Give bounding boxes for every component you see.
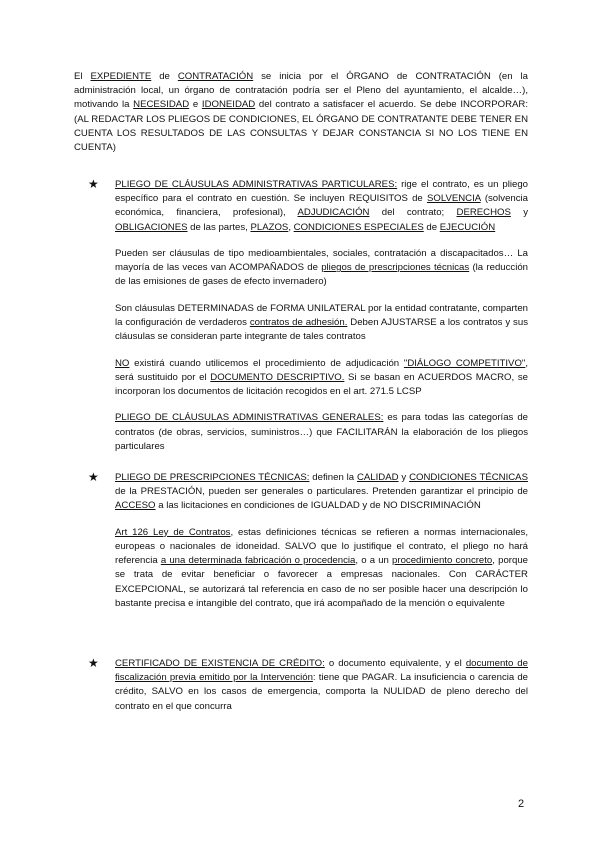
- paragraph: Pueden ser cláusulas de tipo medioambientales, sociales, contratación a discapacitados… La mayoría de las veces van ACOMPAÑADOS de pliegos de prescripciones técnicas (la reducción de las emisiones de gases de efecto invernadero): [115, 248, 529, 288]
- paragraph: PLIEGO DE PRESCRIPCIONES TÉCNICAS: definen la CALIDAD y CONDICIONES TÉCNICAS de la PRESTACIÓN, pueden ser generales o particulares. Pretenden garantizar el principio de ACCESO a las licitaciones en condiciones de IGUALDAD y de NO DISCRIMINACIÓN: [115, 472, 528, 512]
- paragraph: CERTIFICADO DE EXISTENCIA DE CRÉDITO: o documento equivalente, y el documento de fiscalización previa emitido por la Intervención: tiene que PAGAR. La insuficiencia o carencia de crédito, SALVO en los casos de emergencia, comporta la NULIDAD de pleno derecho del contrato en el que concurra: [115, 658, 529, 712]
- heading-certificado: CERTIFICADO DE EXISTENCIA DE CRÉDITO:: [115, 658, 325, 669]
- paragraph: PLIEGO DE CLÁUSULAS ADMINISTRATIVAS PARTICULARES: rige el contrato, es un pliego específico para el contrato en cuestión. Se incluyen REQUISITOS de SOLVENCIA (solvencia económica, financiera, profesional), ADJUDICACIÓN del contrato; DERECHOS y OBLIGACIONES de las partes, PLAZOS, CONDICIONES ESPECIALES de EJECUCIÓN: [115, 179, 529, 233]
- term-contratacion: CONTRATACIÓN: [177, 71, 254, 82]
- star-bullet-icon: ★: [88, 470, 99, 484]
- paragraph: PLIEGO DE CLÁUSULAS ADMINISTRATIVAS GENERALES: es para todas las categorías de contratos (de obras, servicios, suministros…) que FACILITARÁN la elaboración de los pliegos particulares: [115, 412, 529, 452]
- heading-ppt: PLIEGO DE PRESCRIPCIONES TÉCNICAS:: [115, 472, 310, 483]
- term-expediente: EXPEDIENTE: [90, 71, 152, 82]
- intro-paragraph: El EXPEDIENTE de CONTRATACIÓN se inicia por el ÓRGANO de CONTRATACIÓN (en la administración local, un órgano de contratación podría ser el Pleno del ayuntamiento, el alcalde…), motivando la NECESIDAD e IDONEIDAD del contrato a satisfacer el acuerdo. Se debe INCORPORAR: (AL REDACTAR LOS PLIEGOS DE CONDICIONES, EL ÓRGANO DE CONTRATANTE DEBE TENER EN CUENTA LOS RESULTADOS DE LAS CONSULTAS Y DEJAR CONSTANCIA SI NO LOS TIENE EN CUENTA): [74, 71, 529, 154]
- page-number: 2: [518, 798, 525, 810]
- section-prescripciones-tecnicas: [88, 470, 528, 611]
- term-idoneidad: IDONEIDAD: [201, 99, 256, 111]
- star-bullet-icon: ★: [88, 177, 99, 191]
- heading-pcag: PLIEGO DE CLÁUSULAS ADMINISTRATIVAS GENERALES:: [115, 412, 384, 424]
- section-certificado-credito: [88, 656, 529, 714]
- paragraph: Art 126 Ley de Contratos, estas definiciones técnicas se refieren a normas internacionales, europeas o nacionales de idoneidad. SALVO que lo justifique el contrato, el pliego no hará referencia a una determinada fabricación o procedencia, o a un procedimiento concreto, porque se trata de evitar beneficiar o favorecer a empresas nacionales. Con CARÁCTER EXCEPCIONAL, se autorizará tal referencia en caso de no ser posible hacer una descripción lo bastante precisa e intangible del contrato, que irá acompañado de la mención o equivalente: [115, 526, 528, 609]
- term-necesidad: NECESIDAD: [133, 99, 190, 111]
- star-bullet-icon: ★: [88, 656, 99, 670]
- paragraph: NO existirá cuando utilicemos el procedimiento de adjudicación "DIÁLOGO COMPETITIVO", será sustituido por el DOCUMENTO DESCRIPTIVO. Si se basan en ACUERDOS MACRO, se incorporan los documentos de licitación recogidos en el art. 271.5 LCSP: [115, 357, 528, 397]
- heading-pcap: PLIEGO DE CLÁUSULAS ADMINISTRATIVAS PARTICULARES:: [115, 179, 398, 190]
- paragraph: Son cláusulas DETERMINADAS de FORMA UNILATERAL por la entidad contratante, comparten la configuración de verdaderos contratos de adhesión. Deben AJUSTARSE a los contratos y sus cláusulas se consideran parte integrante de tales contratos: [115, 302, 528, 343]
- section-pliego-clausulas: [88, 177, 529, 454]
